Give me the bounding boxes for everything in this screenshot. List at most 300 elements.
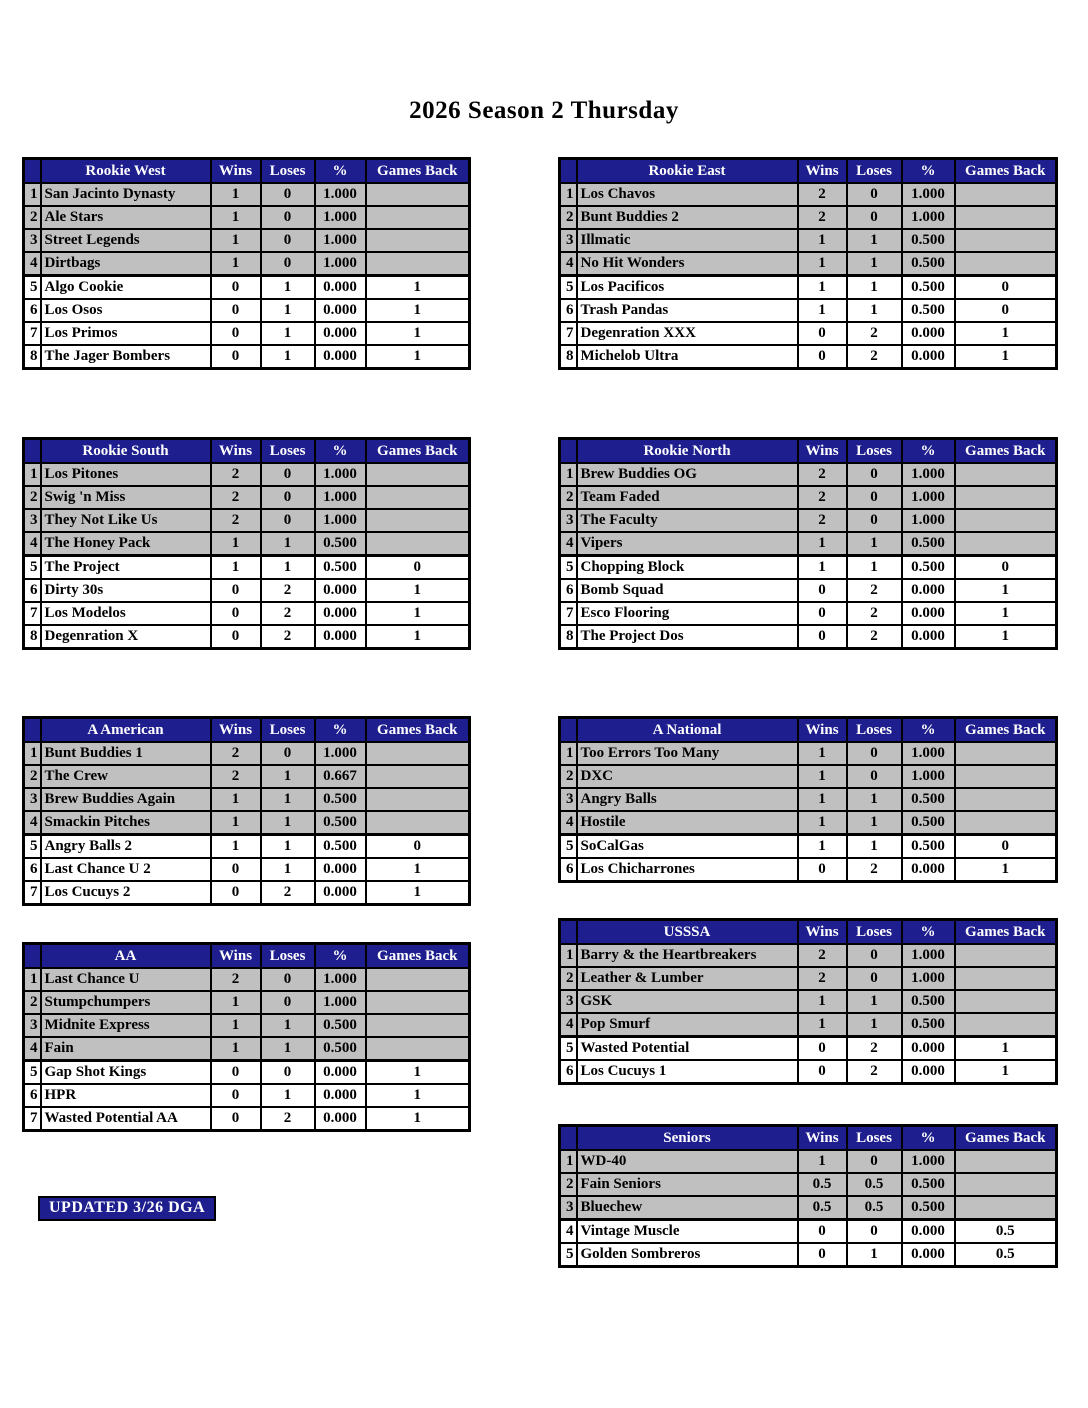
column-header-games-back: Games Back (366, 439, 470, 464)
pct-cell: 0.500 (315, 556, 366, 580)
pct-cell: 0.500 (902, 1196, 955, 1220)
team-name-cell: Bunt Buddies 2 (577, 206, 798, 229)
wins-cell: 0 (211, 579, 261, 602)
standings-row (24, 579, 470, 602)
standings-row (24, 556, 470, 580)
gb-cell: 0 (366, 556, 470, 580)
wins-cell: 1 (211, 229, 261, 252)
wins-cell: 0 (211, 1061, 261, 1085)
rank-cell: 2 (560, 765, 577, 788)
loses-cell: 1 (847, 1243, 902, 1267)
rank-cell: 1 (24, 742, 41, 765)
standings-row (24, 811, 470, 835)
wins-cell: 1 (798, 229, 847, 252)
team-name-cell: Los Primos (41, 322, 211, 345)
standings-row (560, 990, 1057, 1013)
division-title: Rookie South (41, 439, 211, 464)
rank-cell: 3 (560, 1196, 577, 1220)
pct-cell: 1.000 (315, 968, 366, 991)
pct-cell: 1.000 (315, 252, 366, 276)
standings-row (560, 1150, 1057, 1173)
pct-cell: 0.500 (902, 299, 955, 322)
pct-cell: 0.000 (315, 299, 366, 322)
team-name-cell: Degenration XXX (577, 322, 798, 345)
standings-row (24, 742, 470, 765)
gb-cell: 0 (955, 556, 1057, 580)
rank-cell: 5 (24, 1061, 41, 1085)
column-header-loses: Loses (261, 944, 315, 969)
team-name-cell: Barry & the Heartbreakers (577, 944, 798, 967)
loses-cell: 0 (847, 183, 902, 206)
standings-row (560, 1243, 1057, 1267)
team-name-cell: Trash Pandas (577, 299, 798, 322)
wins-cell: 0 (798, 1060, 847, 1084)
loses-cell: 1 (847, 276, 902, 300)
gb-cell (955, 252, 1057, 276)
wins-cell: 1 (211, 1014, 261, 1037)
pct-cell: 1.000 (902, 206, 955, 229)
standings-table-rookie-west (22, 157, 471, 370)
division-title: AA (41, 944, 211, 969)
header-row (560, 439, 1057, 464)
pct-cell: 0.000 (902, 1220, 955, 1244)
gb-cell (366, 968, 470, 991)
standings-row (560, 1037, 1057, 1061)
gb-cell: 1 (366, 625, 470, 649)
loses-cell: 0 (261, 252, 315, 276)
pct-cell: 1.000 (315, 486, 366, 509)
gb-cell (955, 1173, 1057, 1196)
loses-cell: 0 (847, 509, 902, 532)
rank-cell: 3 (560, 229, 577, 252)
gb-cell: 0.5 (955, 1243, 1057, 1267)
standings-row (560, 811, 1057, 835)
pct-cell: 0.000 (315, 858, 366, 881)
column-header-loses: Loses (261, 439, 315, 464)
wins-cell: 2 (211, 463, 261, 486)
team-name-cell: The Faculty (577, 509, 798, 532)
column-header-games-back: Games Back (955, 1126, 1057, 1151)
wins-cell: 0 (211, 276, 261, 300)
loses-cell: 1 (261, 788, 315, 811)
pct-cell: 0.500 (902, 1013, 955, 1037)
standings-row (560, 322, 1057, 345)
gb-cell (366, 509, 470, 532)
standings-row (24, 1037, 470, 1061)
team-name-cell: SoCalGas (577, 835, 798, 859)
loses-cell: 1 (261, 1037, 315, 1061)
wins-cell: 1 (211, 991, 261, 1014)
column-header-: % (315, 439, 366, 464)
column-header-: % (315, 944, 366, 969)
wins-cell: 0 (211, 345, 261, 369)
wins-cell: 0 (798, 579, 847, 602)
column-header-games-back: Games Back (955, 920, 1057, 945)
gb-cell: 1 (955, 1037, 1057, 1061)
gb-cell (955, 1196, 1057, 1220)
gb-cell (366, 788, 470, 811)
standings-row (560, 742, 1057, 765)
gb-cell: 1 (366, 579, 470, 602)
loses-cell: 0 (847, 1220, 902, 1244)
team-name-cell: Los Cucuys 1 (577, 1060, 798, 1084)
loses-cell: 1 (261, 858, 315, 881)
division-title: A National (577, 718, 798, 743)
wins-cell: 2 (211, 765, 261, 788)
pct-cell: 1.000 (902, 486, 955, 509)
team-name-cell: Bluechew (577, 1196, 798, 1220)
wins-cell: 1 (211, 556, 261, 580)
header-row (24, 718, 470, 743)
rank-cell: 4 (560, 532, 577, 556)
rank-cell: 4 (24, 1037, 41, 1061)
team-name-cell: Los Pacificos (577, 276, 798, 300)
team-name-cell: Gap Shot Kings (41, 1061, 211, 1085)
standings-table-rookie-north (558, 437, 1058, 650)
rank-cell: 8 (24, 625, 41, 649)
wins-cell: 0 (211, 1084, 261, 1107)
team-name-cell: Bomb Squad (577, 579, 798, 602)
standings-row (560, 299, 1057, 322)
loses-cell: 0 (847, 944, 902, 967)
standings-row (24, 765, 470, 788)
rank-cell: 1 (560, 742, 577, 765)
team-name-cell: Dirty 30s (41, 579, 211, 602)
wins-cell: 1 (798, 299, 847, 322)
pct-cell: 1.000 (315, 183, 366, 206)
standings-row (24, 183, 470, 206)
rank-cell: 6 (560, 1060, 577, 1084)
wins-cell: 1 (211, 206, 261, 229)
loses-cell: 0 (847, 1150, 902, 1173)
team-name-cell: The Crew (41, 765, 211, 788)
wins-cell: 0 (798, 1243, 847, 1267)
standings-row (560, 229, 1057, 252)
wins-cell: 2 (798, 463, 847, 486)
team-name-cell: The Project (41, 556, 211, 580)
column-header-: % (902, 159, 955, 184)
pct-cell: 0.500 (902, 229, 955, 252)
pct-cell: 0.667 (315, 765, 366, 788)
standings-table-usssa (558, 918, 1058, 1085)
gb-cell (366, 765, 470, 788)
loses-cell: 2 (847, 1060, 902, 1084)
team-name-cell: Los Modelos (41, 602, 211, 625)
gb-cell (955, 1150, 1057, 1173)
wins-cell: 1 (798, 811, 847, 835)
wins-cell: 1 (211, 788, 261, 811)
pct-cell: 0.500 (315, 811, 366, 835)
gb-cell (955, 532, 1057, 556)
wins-cell: 0 (211, 881, 261, 905)
rank-header-cell (560, 159, 577, 184)
loses-cell: 0 (261, 463, 315, 486)
team-name-cell: Ale Stars (41, 206, 211, 229)
team-name-cell: Hostile (577, 811, 798, 835)
pct-cell: 0.000 (315, 625, 366, 649)
page-title: 2026 Season 2 Thursday (409, 97, 679, 124)
team-name-cell: HPR (41, 1084, 211, 1107)
wins-cell: 2 (798, 206, 847, 229)
gb-cell (955, 788, 1057, 811)
loses-cell: 2 (847, 579, 902, 602)
pct-cell: 0.000 (902, 322, 955, 345)
gb-cell (366, 1014, 470, 1037)
pct-cell: 1.000 (902, 183, 955, 206)
rank-cell: 1 (24, 968, 41, 991)
pct-cell: 0.000 (902, 602, 955, 625)
standings-row (560, 206, 1057, 229)
pct-cell: 0.500 (902, 1173, 955, 1196)
pct-cell: 0.500 (315, 532, 366, 556)
rank-cell: 2 (560, 967, 577, 990)
pct-cell: 1.000 (902, 765, 955, 788)
rank-cell: 7 (24, 881, 41, 905)
rank-cell: 5 (560, 1037, 577, 1061)
gb-cell (955, 1013, 1057, 1037)
loses-cell: 0 (261, 206, 315, 229)
standings-row (560, 765, 1057, 788)
column-header-loses: Loses (847, 159, 902, 184)
column-header-loses: Loses (261, 159, 315, 184)
column-header-wins: Wins (798, 718, 847, 743)
loses-cell: 0 (847, 765, 902, 788)
wins-cell: 0 (798, 1220, 847, 1244)
column-header-wins: Wins (211, 439, 261, 464)
loses-cell: 1 (261, 1084, 315, 1107)
column-header-: % (902, 920, 955, 945)
standings-row (560, 1013, 1057, 1037)
wins-cell: 1 (798, 556, 847, 580)
column-header-games-back: Games Back (955, 439, 1057, 464)
gb-cell (366, 183, 470, 206)
wins-cell: 0 (798, 345, 847, 369)
pct-cell: 0.000 (315, 579, 366, 602)
loses-cell: 1 (261, 532, 315, 556)
loses-cell: 0 (261, 486, 315, 509)
rank-cell: 4 (24, 811, 41, 835)
team-name-cell: Chopping Block (577, 556, 798, 580)
rank-cell: 4 (560, 1013, 577, 1037)
column-header-wins: Wins (798, 159, 847, 184)
gb-cell (366, 206, 470, 229)
team-name-cell: Pop Smurf (577, 1013, 798, 1037)
team-name-cell: Los Chavos (577, 183, 798, 206)
wins-cell: 1 (211, 1037, 261, 1061)
column-header-loses: Loses (847, 439, 902, 464)
standings-row (24, 991, 470, 1014)
header-row (24, 439, 470, 464)
loses-cell: 2 (847, 345, 902, 369)
pct-cell: 0.500 (902, 276, 955, 300)
team-name-cell: Stumpchumpers (41, 991, 211, 1014)
team-name-cell: Street Legends (41, 229, 211, 252)
standings-row (560, 532, 1057, 556)
wins-cell: 0 (798, 602, 847, 625)
wins-cell: 0 (798, 322, 847, 345)
team-name-cell: Last Chance U (41, 968, 211, 991)
loses-cell: 0 (847, 206, 902, 229)
standings-row (24, 299, 470, 322)
rank-cell: 4 (560, 252, 577, 276)
rank-cell: 1 (560, 463, 577, 486)
gb-cell: 1 (366, 1084, 470, 1107)
gb-cell (955, 463, 1057, 486)
loses-cell: 0.5 (847, 1196, 902, 1220)
team-name-cell: Angry Balls 2 (41, 835, 211, 859)
standings-row (24, 345, 470, 369)
rank-cell: 2 (560, 486, 577, 509)
gb-cell (955, 509, 1057, 532)
wins-cell: 1 (798, 276, 847, 300)
team-name-cell: Michelob Ultra (577, 345, 798, 369)
pct-cell: 1.000 (315, 991, 366, 1014)
wins-cell: 1 (211, 811, 261, 835)
team-name-cell: The Honey Pack (41, 532, 211, 556)
gb-cell: 1 (366, 602, 470, 625)
standings-row (560, 345, 1057, 369)
team-name-cell: Degenration X (41, 625, 211, 649)
wins-cell: 2 (798, 486, 847, 509)
loses-cell: 2 (847, 858, 902, 882)
column-header-: % (315, 718, 366, 743)
pct-cell: 0.000 (315, 602, 366, 625)
standings-row (24, 463, 470, 486)
loses-cell: 1 (261, 835, 315, 859)
pct-cell: 0.500 (315, 1037, 366, 1061)
gb-cell: 1 (366, 345, 470, 369)
team-name-cell: Fain (41, 1037, 211, 1061)
rank-cell: 3 (560, 990, 577, 1013)
loses-cell: 0 (261, 991, 315, 1014)
header-row (560, 920, 1057, 945)
updated-badge: UPDATED 3/26 DGA (38, 1196, 216, 1221)
wins-cell: 2 (798, 183, 847, 206)
standings-table-rookie-south (22, 437, 471, 650)
wins-cell: 2 (211, 486, 261, 509)
loses-cell: 0.5 (847, 1173, 902, 1196)
column-header-loses: Loses (261, 718, 315, 743)
rank-cell: 5 (560, 1243, 577, 1267)
team-name-cell: Los Pitones (41, 463, 211, 486)
rank-cell: 7 (560, 322, 577, 345)
wins-cell: 0 (211, 858, 261, 881)
column-header-wins: Wins (211, 159, 261, 184)
rank-header-cell (560, 718, 577, 743)
standings-table-rookie-east (558, 157, 1058, 370)
wins-cell: 1 (211, 183, 261, 206)
rank-cell: 5 (560, 556, 577, 580)
gb-cell (955, 765, 1057, 788)
team-name-cell: Fain Seniors (577, 1173, 798, 1196)
loses-cell: 0 (261, 968, 315, 991)
loses-cell: 2 (261, 1107, 315, 1131)
rank-cell: 2 (24, 991, 41, 1014)
gb-cell (955, 811, 1057, 835)
rank-cell: 6 (24, 858, 41, 881)
pct-cell: 1.000 (315, 509, 366, 532)
loses-cell: 0 (847, 742, 902, 765)
loses-cell: 1 (847, 788, 902, 811)
standings-row (24, 602, 470, 625)
rank-cell: 7 (24, 1107, 41, 1131)
pct-cell: 0.000 (902, 625, 955, 649)
column-header-games-back: Games Back (366, 944, 470, 969)
rank-cell: 6 (560, 858, 577, 882)
wins-cell: 2 (211, 968, 261, 991)
wins-cell: 0.5 (798, 1173, 847, 1196)
pct-cell: 1.000 (902, 1150, 955, 1173)
gb-cell: 1 (955, 579, 1057, 602)
loses-cell: 1 (847, 811, 902, 835)
team-name-cell: Midnite Express (41, 1014, 211, 1037)
rank-cell: 7 (560, 602, 577, 625)
standings-row (560, 509, 1057, 532)
pct-cell: 0.500 (902, 532, 955, 556)
team-name-cell: The Jager Bombers (41, 345, 211, 369)
team-name-cell: Dirtbags (41, 252, 211, 276)
pct-cell: 0.500 (902, 990, 955, 1013)
rank-cell: 6 (560, 299, 577, 322)
gb-cell (366, 532, 470, 556)
loses-cell: 0 (261, 742, 315, 765)
loses-cell: 1 (847, 299, 902, 322)
pct-cell: 1.000 (315, 463, 366, 486)
rank-cell: 4 (24, 532, 41, 556)
loses-cell: 2 (847, 625, 902, 649)
column-header-: % (902, 718, 955, 743)
pct-cell: 0.000 (902, 1243, 955, 1267)
loses-cell: 0 (847, 463, 902, 486)
pct-cell: 0.000 (315, 881, 366, 905)
loses-cell: 1 (261, 811, 315, 835)
rank-cell: 6 (24, 299, 41, 322)
team-name-cell: Team Faded (577, 486, 798, 509)
pct-cell: 0.000 (315, 276, 366, 300)
pct-cell: 1.000 (315, 229, 366, 252)
loses-cell: 2 (261, 579, 315, 602)
gb-cell: 1 (366, 276, 470, 300)
wins-cell: 2 (211, 509, 261, 532)
loses-cell: 1 (847, 252, 902, 276)
wins-cell: 0 (211, 322, 261, 345)
rank-cell: 2 (24, 486, 41, 509)
loses-cell: 1 (847, 532, 902, 556)
pct-cell: 0.000 (315, 345, 366, 369)
gb-cell (366, 1037, 470, 1061)
pct-cell: 0.000 (902, 1060, 955, 1084)
pct-cell: 0.500 (315, 788, 366, 811)
standings-row (24, 1061, 470, 1085)
team-name-cell: Brew Buddies OG (577, 463, 798, 486)
loses-cell: 1 (261, 276, 315, 300)
gb-cell (955, 183, 1057, 206)
rank-cell: 6 (24, 579, 41, 602)
team-name-cell: GSK (577, 990, 798, 1013)
rank-header-cell (24, 944, 41, 969)
gb-cell: 0 (955, 276, 1057, 300)
standings-row (24, 322, 470, 345)
wins-cell: 0 (798, 1037, 847, 1061)
wins-cell: 1 (798, 532, 847, 556)
column-header-games-back: Games Back (955, 159, 1057, 184)
pct-cell: 0.000 (902, 1037, 955, 1061)
division-title: Rookie East (577, 159, 798, 184)
team-name-cell: Smackin Pitches (41, 811, 211, 835)
wins-cell: 0 (211, 1107, 261, 1131)
pct-cell: 1.000 (902, 967, 955, 990)
rank-cell: 5 (24, 835, 41, 859)
